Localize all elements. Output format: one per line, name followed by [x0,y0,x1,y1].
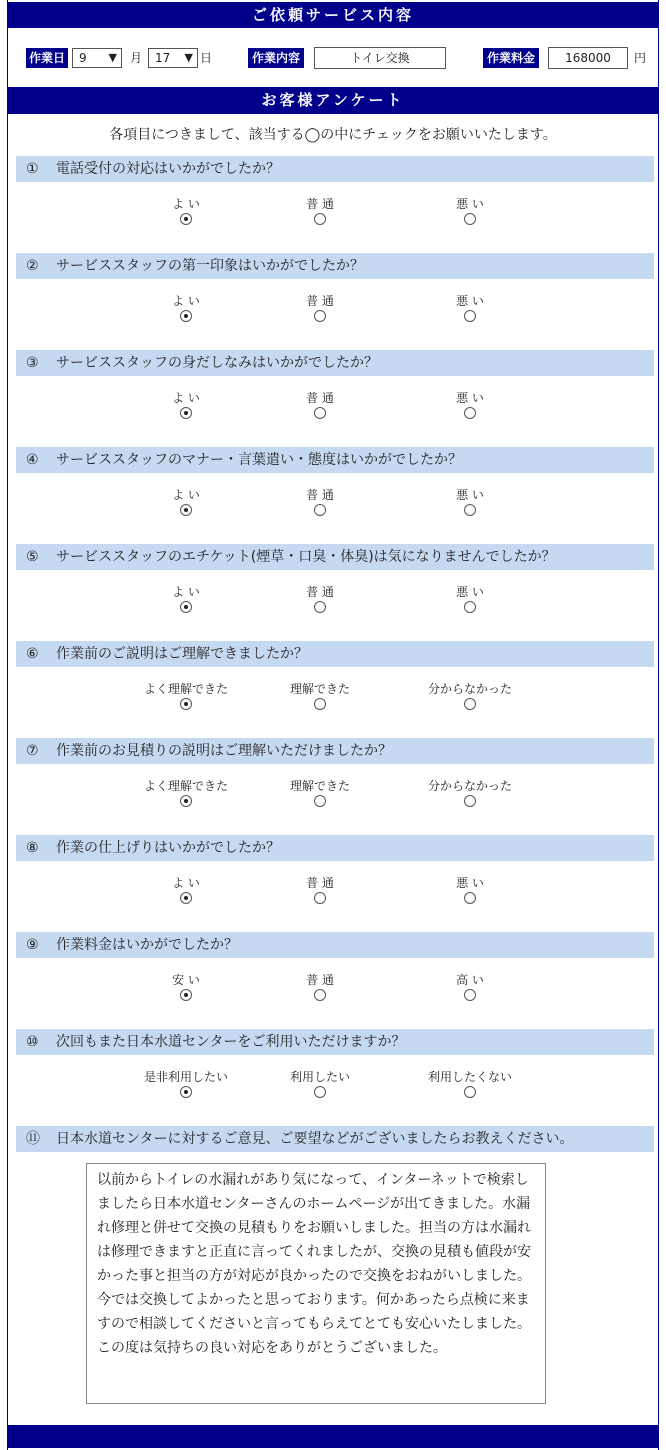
answer-option[interactable] [260,681,380,710]
radio-unchecked-icon[interactable] [464,601,476,613]
radio-checked-icon[interactable] [180,892,192,904]
answer-option[interactable] [126,875,246,904]
answer-option-label: 悪 い [456,197,484,211]
answer-option[interactable] [126,584,246,613]
answer-option-label: 分からなかった [427,682,512,696]
question-text: サービススタッフのエチケット(煙草・口臭・体臭)は気になりませんでしたか？ [56,549,556,565]
answer-option[interactable] [260,875,380,904]
answer-option-label: 理解できた [289,779,350,793]
answer-option[interactable] [410,875,530,904]
answer-option[interactable] [126,390,246,419]
question-text: 電話受付の対応はいかがでしたか？ [56,161,280,177]
radio-unchecked-icon[interactable] [314,1086,326,1098]
answer-option-label: 普 通 [306,876,334,890]
answer-option-label: 理解できた [289,682,350,696]
question-number: ④ [26,452,39,468]
answer-option[interactable] [410,196,530,225]
radio-unchecked-icon[interactable] [464,698,476,710]
question-4-header [16,447,654,473]
answer-option[interactable] [126,293,246,322]
question-number: ① [26,161,39,177]
answer-option-label: よ い [172,585,200,599]
answer-option[interactable] [260,778,380,807]
radio-unchecked-icon[interactable] [464,504,476,516]
work-content-value: トイレ交換 [350,51,410,65]
survey-frame [7,0,659,1450]
fee-unit: 円 [634,51,647,65]
question-10-header [16,1029,654,1055]
radio-checked-icon[interactable] [180,1086,192,1098]
answer-option[interactable] [260,196,380,225]
answer-option[interactable] [126,778,246,807]
answer-option[interactable] [410,487,530,516]
chevron-down-icon: ▼ [108,51,117,64]
answer-option[interactable] [410,584,530,613]
radio-unchecked-icon[interactable] [314,989,326,1001]
survey-instructions: 各項目につきまして、該当する◯の中にチェックをお願いいたします。 [109,127,557,143]
answer-option[interactable] [260,584,380,613]
question-text: 作業料金はいかがでしたか？ [56,937,238,953]
answer-option-label: 利用したい [289,1070,350,1084]
answer-option-label: 是非利用したい [143,1070,228,1084]
answer-option[interactable] [126,972,246,1001]
answer-option[interactable] [410,681,530,710]
question-text: 次回もまた日本水道センターをご利用いただけますか？ [56,1034,406,1050]
comment-textarea[interactable]: 以前からトイレの水漏れがあり気になって、インターネットで検索しましたら日本水道センターさんのホームページが出てきました。水漏れ修理と併せて交換の見積もりをお願いしました。担当の方は水漏れは修理できますと正直に言ってくれましたが、交換の見積も値段が安かった事と担当の方が対応が良かったので交換をおねがいしました。今では交換してよかったと思っております。何かあったら点検に来ますので相談してくださいと言ってもらえてとても安心いたしました。この度は気持ちの良い対応をありがとうございました。 [86,1163,546,1404]
day-select[interactable] [148,48,198,68]
answer-option-label: 悪 い [456,876,484,890]
question-3-header [16,350,654,376]
day-value: 17 [155,51,171,65]
answer-option-label: よ い [172,294,200,308]
answer-option[interactable] [260,1069,380,1098]
radio-unchecked-icon[interactable] [464,407,476,419]
service-title: ご依頼サービス内容 [251,6,414,24]
question-11-header [16,1126,654,1152]
radio-unchecked-icon[interactable] [464,989,476,1001]
work-fee-value: 168000 [565,51,611,65]
radio-checked-icon[interactable] [180,601,192,613]
question-text: 作業前のお見積りの説明はご理解いただけましたか？ [56,743,392,759]
footer-bar [8,1425,658,1448]
question-text: サービススタッフのマナー・言葉遣い・態度はいかがでしたか？ [56,452,462,468]
question-text: 作業前のご説明はご理解できましたか？ [56,646,308,662]
work-fee-label: 作業料金 [483,48,539,68]
radio-unchecked-icon[interactable] [464,213,476,225]
question-text: サービススタッフの第一印象はいかがでしたか？ [56,258,364,274]
answer-option[interactable] [126,196,246,225]
question-number: ⑦ [26,743,39,759]
radio-unchecked-icon[interactable] [314,407,326,419]
radio-checked-icon[interactable] [180,989,192,1001]
answer-option-label: よ い [172,876,200,890]
answer-option[interactable] [260,390,380,419]
question-text: 日本水道センターに対するご意見、ご要望などがございましたらお教えください。 [56,1131,574,1147]
answer-option-label: 普 通 [306,488,334,502]
radio-unchecked-icon[interactable] [314,601,326,613]
answer-option[interactable] [410,293,530,322]
radio-unchecked-icon[interactable] [464,892,476,904]
day-unit: 日 [200,51,213,65]
survey-title-bar [8,87,658,114]
work-content-label: 作業内容 [248,48,304,68]
radio-checked-icon[interactable] [180,407,192,419]
month-unit: 月 [130,51,143,65]
radio-unchecked-icon[interactable] [314,504,326,516]
answer-option[interactable] [410,1069,530,1098]
radio-unchecked-icon[interactable] [464,310,476,322]
answer-option-label: 分からなかった [427,779,512,793]
answer-option-label: 普 通 [306,391,334,405]
answer-option-label: 普 通 [306,973,334,987]
answer-option[interactable] [126,681,246,710]
question-number: ⑪ [26,1131,40,1147]
answer-option-label: 悪 い [456,585,484,599]
radio-unchecked-icon[interactable] [314,795,326,807]
question-8-header [16,835,654,861]
question-number: ⑨ [26,937,39,953]
answer-option[interactable] [126,487,246,516]
work-fee-field[interactable] [548,47,628,69]
radio-unchecked-icon[interactable] [314,213,326,225]
answer-option-label: 普 通 [306,294,334,308]
question-1-header [16,156,654,182]
answer-option-label: 普 通 [306,585,334,599]
answer-option-label: 普 通 [306,197,334,211]
question-6-header [16,641,654,667]
answer-option[interactable] [260,487,380,516]
answer-option-label: 安 い [172,973,200,987]
answer-option-label: 悪 い [456,488,484,502]
chevron-down-icon: ▼ [184,51,193,64]
answer-option-label: 悪 い [456,391,484,405]
answer-option[interactable] [260,972,380,1001]
question-number: ⑩ [26,1034,39,1050]
question-7-header [16,738,654,764]
question-text: サービススタッフの身だしなみはいかがでしたか？ [56,355,378,371]
answer-option-label: 高 い [456,973,484,987]
radio-checked-icon[interactable] [180,698,192,710]
work-date-label: 作業日 [26,48,68,68]
answer-option[interactable] [126,1069,246,1098]
radio-checked-icon[interactable] [180,795,192,807]
survey-title: お客様アンケート [261,91,405,109]
answer-option[interactable] [410,778,530,807]
radio-unchecked-icon[interactable] [314,892,326,904]
month-value: 9 [79,51,87,65]
question-number: ⑤ [26,549,39,565]
service-title-bar [8,2,658,28]
service-info-row [8,45,658,71]
answer-option-label: 利用したくない [427,1070,512,1084]
question-number: ③ [26,355,39,371]
question-number: ⑥ [26,646,39,662]
question-number: ② [26,258,39,274]
answer-option[interactable] [410,390,530,419]
answer-option-label: よく理解できた [143,682,228,696]
question-number: ⑧ [26,840,39,856]
month-select[interactable] [72,48,122,68]
answer-option-label: よ い [172,391,200,405]
answer-option[interactable] [410,972,530,1001]
answer-option-label: よ い [172,488,200,502]
question-2-header [16,253,654,279]
radio-unchecked-icon[interactable] [314,310,326,322]
radio-checked-icon[interactable] [180,504,192,516]
question-9-header [16,932,654,958]
radio-unchecked-icon[interactable] [464,1086,476,1098]
radio-checked-icon[interactable] [180,310,192,322]
question-5-header [16,544,654,570]
question-text: 作業の仕上げりはいかがでしたか？ [56,840,280,856]
answer-option-label: 悪 い [456,294,484,308]
radio-unchecked-icon[interactable] [314,698,326,710]
radio-unchecked-icon[interactable] [464,795,476,807]
work-content-field[interactable] [314,47,446,69]
answer-option-label: よく理解できた [143,779,228,793]
answer-option[interactable] [260,293,380,322]
answer-option-label: よ い [172,197,200,211]
radio-checked-icon[interactable] [180,213,192,225]
